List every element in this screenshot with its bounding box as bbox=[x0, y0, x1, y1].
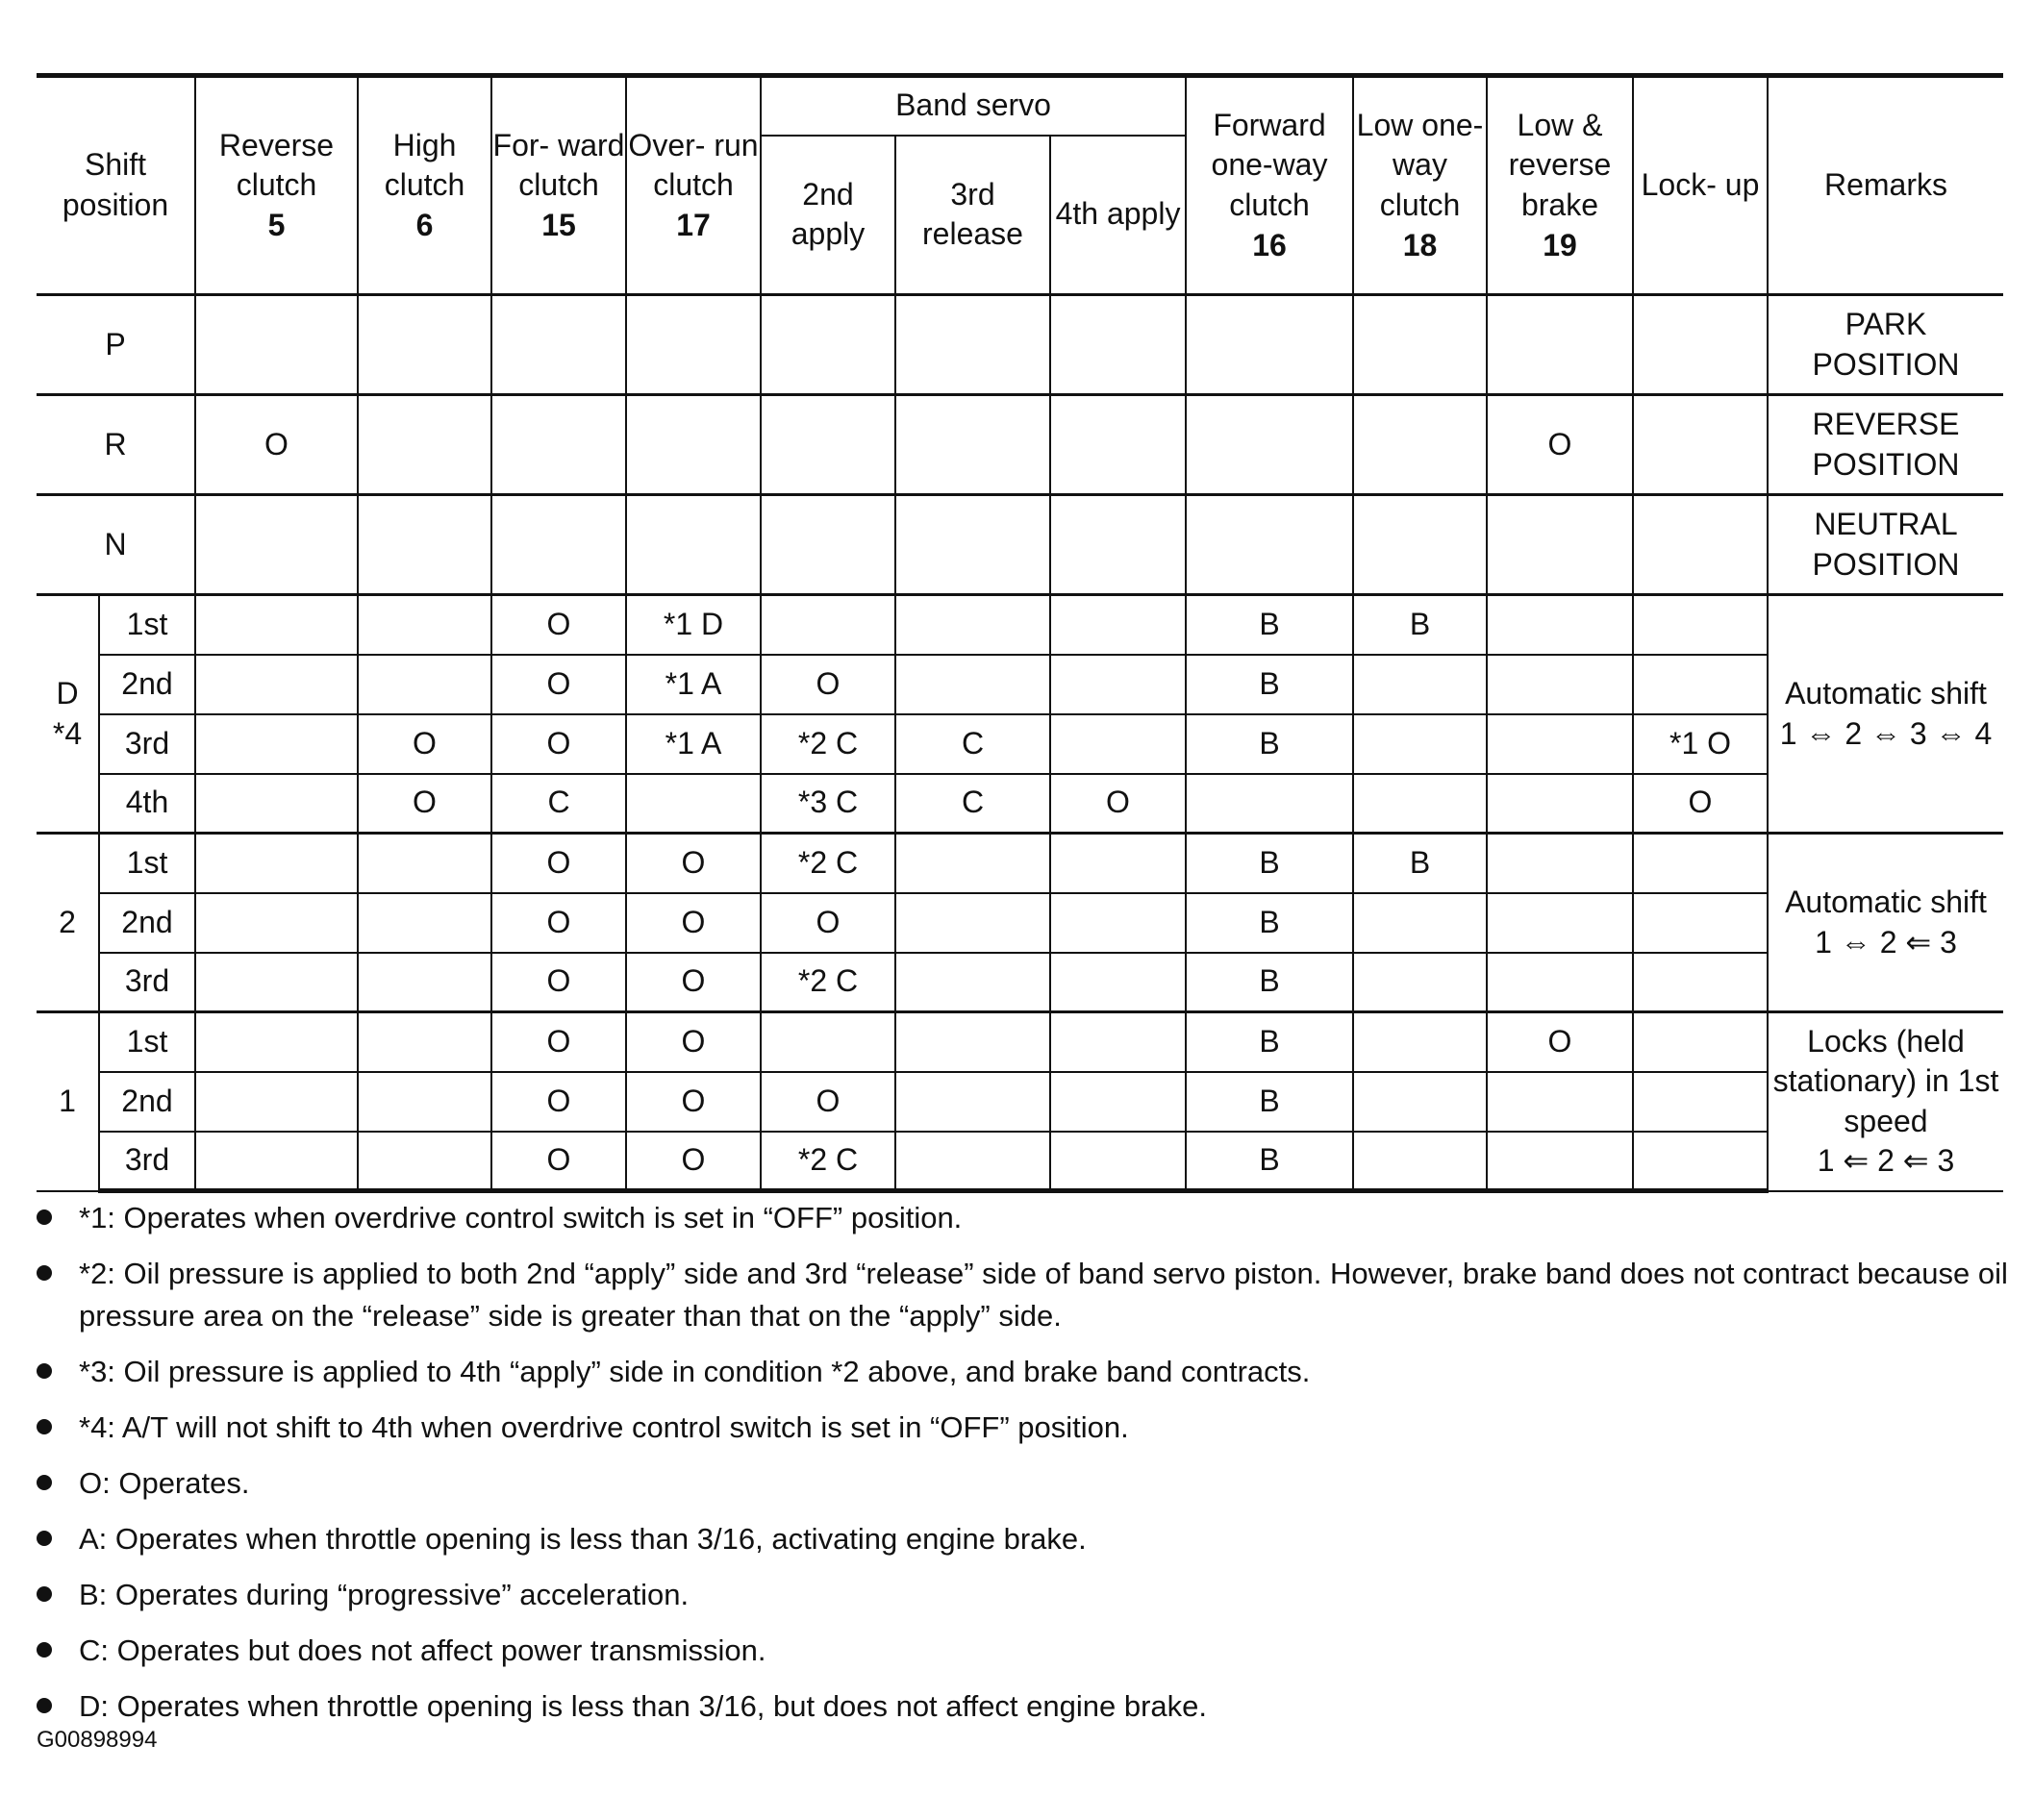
remarks-shift-pattern: 1 ⇔ 2 ⇐ 3 bbox=[1815, 924, 1957, 960]
operation-cell bbox=[1633, 834, 1768, 893]
operation-cell bbox=[1633, 295, 1768, 395]
operation-cell: B bbox=[1353, 834, 1487, 893]
operation-cell bbox=[1186, 395, 1353, 495]
footnote-text: B: Operates during “progressive” acceleration. bbox=[79, 1578, 690, 1612]
operation-cell bbox=[195, 774, 358, 834]
operation-cell: O bbox=[1050, 774, 1186, 834]
position-letter: 2 bbox=[59, 904, 76, 939]
bullet-icon bbox=[37, 1475, 52, 1490]
operation-cell: O bbox=[491, 834, 626, 893]
operation-cell: O bbox=[491, 714, 626, 774]
gear-label: 1st bbox=[99, 1012, 195, 1072]
table-row bbox=[37, 295, 2003, 395]
operation-cell bbox=[1353, 1072, 1487, 1132]
remarks-cell bbox=[1768, 295, 2003, 395]
operation-cell bbox=[895, 834, 1050, 893]
shift-position-label bbox=[37, 595, 99, 834]
bullet-icon bbox=[37, 1698, 52, 1713]
operation-cell bbox=[1353, 714, 1487, 774]
operation-cell: *3 C bbox=[761, 774, 895, 834]
operation-cell: B bbox=[1186, 714, 1353, 774]
operation-cell bbox=[1487, 495, 1633, 595]
remarks-shift-pattern: POSITION bbox=[1812, 446, 1960, 482]
remarks-text: REVERSE bbox=[1812, 406, 1960, 441]
header-number: 15 bbox=[541, 207, 576, 242]
operation-cell bbox=[1633, 1132, 1768, 1191]
operation-cell bbox=[626, 774, 761, 834]
header-reverse-clutch bbox=[195, 76, 358, 295]
operation-cell: B bbox=[1186, 1012, 1353, 1072]
table-row bbox=[37, 395, 2003, 495]
footnote-text: A: Operates when throttle opening is less than 3/16, activating engine brake. bbox=[79, 1522, 1087, 1557]
operation-cell: B bbox=[1186, 953, 1353, 1012]
header-label: For- ward clutch bbox=[492, 127, 625, 203]
header-band-servo: Band servo bbox=[761, 76, 1186, 136]
operation-cell bbox=[358, 495, 491, 595]
remarks-text: Locks (held stationary) in 1st speed bbox=[1772, 1023, 1999, 1138]
table-row bbox=[37, 714, 2003, 774]
operation-cell: O bbox=[491, 1072, 626, 1132]
header-low-reverse-brake bbox=[1487, 76, 1633, 295]
operation-cell: O bbox=[626, 1072, 761, 1132]
operation-cell bbox=[358, 953, 491, 1012]
operation-cell: O bbox=[358, 774, 491, 834]
operation-cell: O bbox=[1487, 1012, 1633, 1072]
operation-cell: O bbox=[358, 714, 491, 774]
operation-cell bbox=[195, 893, 358, 953]
operation-cell bbox=[1487, 655, 1633, 714]
bullet-icon bbox=[37, 1265, 52, 1281]
operation-cell bbox=[358, 1072, 491, 1132]
footnote-item bbox=[37, 1462, 2008, 1505]
header-band-3rd-release: 3rd release bbox=[895, 136, 1050, 295]
operation-cell bbox=[761, 295, 895, 395]
table-row bbox=[37, 774, 2003, 834]
footnote-text: *3: Oil pressure is applied to 4th “apply” side in condition *2 above, and brake band contracts. bbox=[79, 1355, 1311, 1389]
figure-id: G00898994 bbox=[37, 1727, 158, 1753]
operation-cell bbox=[1050, 295, 1186, 395]
operation-cell bbox=[895, 655, 1050, 714]
footnotes bbox=[37, 1197, 2008, 1741]
operation-cell bbox=[195, 714, 358, 774]
gear-label: 3rd bbox=[99, 953, 195, 1012]
table-row bbox=[37, 1072, 2003, 1132]
operation-cell bbox=[1487, 1132, 1633, 1191]
remarks-text: Automatic shift bbox=[1785, 675, 1987, 711]
operation-cell bbox=[195, 495, 358, 595]
operation-cell: O bbox=[1487, 395, 1633, 495]
operation-cell: B bbox=[1186, 834, 1353, 893]
operation-cell: *1 D bbox=[626, 595, 761, 655]
operation-cell: O bbox=[761, 1072, 895, 1132]
operation-cell bbox=[761, 1012, 895, 1072]
remarks-shift-pattern: 1 ⇔ 2 ⇔ 3 ⇔ 4 bbox=[1779, 715, 1993, 751]
operation-cell: *2 C bbox=[761, 714, 895, 774]
remarks-text: NEUTRAL bbox=[1814, 506, 1958, 541]
remarks-shift-pattern: POSITION bbox=[1812, 546, 1960, 582]
operation-cell bbox=[761, 395, 895, 495]
header-label: High clutch bbox=[384, 127, 465, 203]
operation-cell bbox=[626, 495, 761, 595]
position-letter: D bbox=[56, 675, 79, 711]
header-label: Low & reverse brake bbox=[1508, 107, 1612, 222]
position-footnote-ref: *4 bbox=[52, 715, 83, 751]
header-number: 19 bbox=[1543, 227, 1577, 262]
operation-cell bbox=[1487, 834, 1633, 893]
operation-cell bbox=[1186, 295, 1353, 395]
operation-cell: O bbox=[626, 953, 761, 1012]
table-row bbox=[37, 1132, 2003, 1191]
operation-cell bbox=[1353, 295, 1487, 395]
shift-position-label: N bbox=[37, 495, 195, 595]
operation-cell bbox=[1050, 834, 1186, 893]
operation-cell: O bbox=[491, 1132, 626, 1191]
header-high-clutch bbox=[358, 76, 491, 295]
footnote-text: O: Operates. bbox=[79, 1466, 250, 1501]
operation-cell: O bbox=[626, 1012, 761, 1072]
operation-cell: O bbox=[491, 655, 626, 714]
operation-cell: O bbox=[626, 834, 761, 893]
operation-cell: C bbox=[491, 774, 626, 834]
operation-cell bbox=[1186, 495, 1353, 595]
header-number: 16 bbox=[1252, 227, 1287, 262]
operation-cell: O bbox=[491, 953, 626, 1012]
operation-cell bbox=[1353, 893, 1487, 953]
operation-cell bbox=[1487, 893, 1633, 953]
operation-cell bbox=[1353, 655, 1487, 714]
operation-cell bbox=[1050, 1072, 1186, 1132]
operation-cell: B bbox=[1186, 1132, 1353, 1191]
table-row bbox=[37, 495, 2003, 595]
operation-cell: *1 A bbox=[626, 655, 761, 714]
operation-cell: B bbox=[1186, 1072, 1353, 1132]
operation-cell bbox=[1353, 395, 1487, 495]
operation-cell: O bbox=[761, 893, 895, 953]
table-row bbox=[37, 1012, 2003, 1072]
gear-label: 3rd bbox=[99, 714, 195, 774]
operation-cell bbox=[761, 595, 895, 655]
operation-cell bbox=[1050, 1132, 1186, 1191]
operation-cell bbox=[1633, 395, 1768, 495]
operation-cell: C bbox=[895, 714, 1050, 774]
position-letter: 1 bbox=[59, 1083, 76, 1118]
header-label: Forward one-way clutch bbox=[1211, 107, 1328, 222]
operation-cell bbox=[1633, 953, 1768, 1012]
footnote-item bbox=[37, 1518, 2008, 1560]
operation-cell bbox=[1633, 595, 1768, 655]
operation-cell: B bbox=[1353, 595, 1487, 655]
operation-cell: B bbox=[1186, 595, 1353, 655]
operation-cell bbox=[1487, 1072, 1633, 1132]
footnote-item bbox=[37, 1407, 2008, 1449]
operation-cell bbox=[1353, 953, 1487, 1012]
operation-cell: C bbox=[895, 774, 1050, 834]
table-row bbox=[37, 655, 2003, 714]
operation-cell bbox=[1050, 714, 1186, 774]
operation-cell bbox=[1353, 495, 1487, 595]
operation-cell: O bbox=[491, 595, 626, 655]
footnote-text: *4: A/T will not shift to 4th when overdrive control switch is set in “OFF” position. bbox=[79, 1410, 1129, 1445]
gear-label: 2nd bbox=[99, 1072, 195, 1132]
gear-label: 4th bbox=[99, 774, 195, 834]
operation-cell bbox=[491, 495, 626, 595]
operation-cell bbox=[358, 395, 491, 495]
operation-cell bbox=[895, 1072, 1050, 1132]
clutch-band-chart bbox=[37, 73, 2003, 1193]
operation-cell bbox=[195, 1072, 358, 1132]
operation-cell bbox=[895, 495, 1050, 595]
operation-cell bbox=[895, 893, 1050, 953]
gear-label: 3rd bbox=[99, 1132, 195, 1191]
operation-cell bbox=[1487, 595, 1633, 655]
operation-cell bbox=[1050, 953, 1186, 1012]
bullet-icon bbox=[37, 1531, 52, 1546]
header-number: 5 bbox=[267, 207, 286, 242]
header-lock-up: Lock- up bbox=[1633, 76, 1768, 295]
operation-cell: *1 A bbox=[626, 714, 761, 774]
footnote-item bbox=[37, 1253, 2008, 1337]
gear-label: 1st bbox=[99, 595, 195, 655]
table-body bbox=[37, 295, 2003, 1191]
operation-cell: O bbox=[1633, 774, 1768, 834]
shift-position-label bbox=[37, 1012, 99, 1191]
shift-position-label: P bbox=[37, 295, 195, 395]
bullet-icon bbox=[37, 1419, 52, 1434]
operation-cell: O bbox=[626, 1132, 761, 1191]
footnote-item bbox=[37, 1574, 2008, 1616]
table-row bbox=[37, 595, 2003, 655]
operation-cell bbox=[1353, 1132, 1487, 1191]
footnote-text: D: Operates when throttle opening is less than 3/16, but does not affect engine brake. bbox=[79, 1689, 1208, 1724]
operation-cell bbox=[1487, 295, 1633, 395]
operation-cell bbox=[1186, 774, 1353, 834]
operation-cell bbox=[1353, 1012, 1487, 1072]
gear-label: 2nd bbox=[99, 893, 195, 953]
operation-cell bbox=[1050, 495, 1186, 595]
operation-cell bbox=[195, 953, 358, 1012]
operation-cell bbox=[358, 655, 491, 714]
header-label: Low one- way clutch bbox=[1356, 107, 1484, 222]
operation-cell bbox=[1050, 655, 1186, 714]
bullet-icon bbox=[37, 1363, 52, 1379]
bullet-icon bbox=[37, 1586, 52, 1602]
shift-position-label: R bbox=[37, 395, 195, 495]
operation-cell bbox=[1050, 893, 1186, 953]
operation-cell bbox=[1487, 953, 1633, 1012]
operation-cell: O bbox=[626, 893, 761, 953]
operation-cell bbox=[358, 893, 491, 953]
operation-cell bbox=[358, 834, 491, 893]
footnote-item bbox=[37, 1685, 2008, 1728]
remarks-cell bbox=[1768, 1012, 2003, 1191]
operation-cell bbox=[895, 953, 1050, 1012]
operation-cell bbox=[895, 1012, 1050, 1072]
bullet-icon bbox=[37, 1209, 52, 1225]
operation-cell: *1 O bbox=[1633, 714, 1768, 774]
remarks-shift-pattern: POSITION bbox=[1812, 346, 1960, 382]
header-remarks: Remarks bbox=[1768, 76, 2003, 295]
operation-cell bbox=[195, 595, 358, 655]
header-forward-clutch bbox=[491, 76, 626, 295]
operation-cell bbox=[491, 295, 626, 395]
header-forward-one-way-clutch bbox=[1186, 76, 1353, 295]
gear-label: 1st bbox=[99, 834, 195, 893]
operation-cell bbox=[895, 595, 1050, 655]
header-label: Over- run clutch bbox=[628, 127, 759, 203]
operation-cell bbox=[895, 1132, 1050, 1191]
gear-label: 2nd bbox=[99, 655, 195, 714]
operation-cell: *2 C bbox=[761, 1132, 895, 1191]
operation-cell bbox=[1633, 1072, 1768, 1132]
operation-cell bbox=[195, 655, 358, 714]
remarks-cell bbox=[1768, 495, 2003, 595]
operation-cell bbox=[895, 295, 1050, 395]
remarks-cell bbox=[1768, 834, 2003, 1012]
footnote-text: *2: Oil pressure is applied to both 2nd “apply” side and 3rd “release” side of band servo piston. However, brake band does not contract because oil pressure area on the “release” side is greater than that on the “apply” side. bbox=[79, 1257, 2008, 1334]
operation-cell bbox=[358, 1012, 491, 1072]
operation-cell: O bbox=[761, 655, 895, 714]
shift-position-label bbox=[37, 834, 99, 1012]
operation-cell bbox=[1487, 714, 1633, 774]
table-row bbox=[37, 953, 2003, 1012]
header-number: 6 bbox=[415, 207, 434, 242]
footnote-text: *1: Operates when overdrive control switch is set in “OFF” position. bbox=[79, 1201, 963, 1234]
remarks-cell bbox=[1768, 595, 2003, 834]
operation-cell: O bbox=[491, 893, 626, 953]
operation-cell bbox=[195, 1012, 358, 1072]
remarks-cell bbox=[1768, 395, 2003, 495]
operation-cell bbox=[195, 295, 358, 395]
header-band-4th-apply: 4th apply bbox=[1050, 136, 1186, 295]
operation-cell: *2 C bbox=[761, 953, 895, 1012]
header-low-one-way-clutch bbox=[1353, 76, 1487, 295]
table-row bbox=[37, 834, 2003, 893]
remarks-shift-pattern: 1 ⇐ 2 ⇐ 3 bbox=[1817, 1143, 1955, 1179]
header-number: 18 bbox=[1402, 227, 1438, 262]
operation-cell bbox=[761, 495, 895, 595]
footnote-text: C: Operates but does not affect power transmission. bbox=[79, 1633, 766, 1668]
header-shift-position: Shift position bbox=[37, 76, 195, 295]
operation-cell bbox=[358, 595, 491, 655]
header-label: Reverse clutch bbox=[218, 127, 335, 203]
operation-cell: O bbox=[195, 395, 358, 495]
operation-cell: O bbox=[491, 1012, 626, 1072]
header-band-2nd-apply: 2nd apply bbox=[761, 136, 895, 295]
operation-cell bbox=[1050, 395, 1186, 495]
bullet-icon bbox=[37, 1642, 52, 1658]
remarks-text: PARK bbox=[1845, 306, 1927, 341]
header-overrun-clutch bbox=[626, 76, 761, 295]
operation-cell bbox=[358, 1132, 491, 1191]
operation-cell bbox=[1050, 595, 1186, 655]
operation-cell: *2 C bbox=[761, 834, 895, 893]
operation-table bbox=[37, 73, 2003, 1193]
footnote-item bbox=[37, 1630, 2008, 1672]
operation-cell: B bbox=[1186, 655, 1353, 714]
operation-cell bbox=[1633, 893, 1768, 953]
operation-cell bbox=[491, 395, 626, 495]
operation-cell bbox=[358, 295, 491, 395]
operation-cell: B bbox=[1186, 893, 1353, 953]
footnote-item bbox=[37, 1197, 2008, 1239]
remarks-text: Automatic shift bbox=[1785, 884, 1987, 919]
operation-cell bbox=[626, 295, 761, 395]
operation-cell bbox=[626, 395, 761, 495]
header-number: 17 bbox=[676, 207, 711, 242]
table-row bbox=[37, 893, 2003, 953]
operation-cell bbox=[895, 395, 1050, 495]
operation-cell bbox=[1633, 495, 1768, 595]
footnote-item bbox=[37, 1351, 2008, 1393]
operation-cell bbox=[1353, 774, 1487, 834]
operation-cell bbox=[195, 1132, 358, 1191]
operation-cell bbox=[1633, 1012, 1768, 1072]
operation-cell bbox=[1633, 655, 1768, 714]
operation-cell bbox=[195, 834, 358, 893]
operation-cell bbox=[1487, 774, 1633, 834]
operation-cell bbox=[1050, 1012, 1186, 1072]
